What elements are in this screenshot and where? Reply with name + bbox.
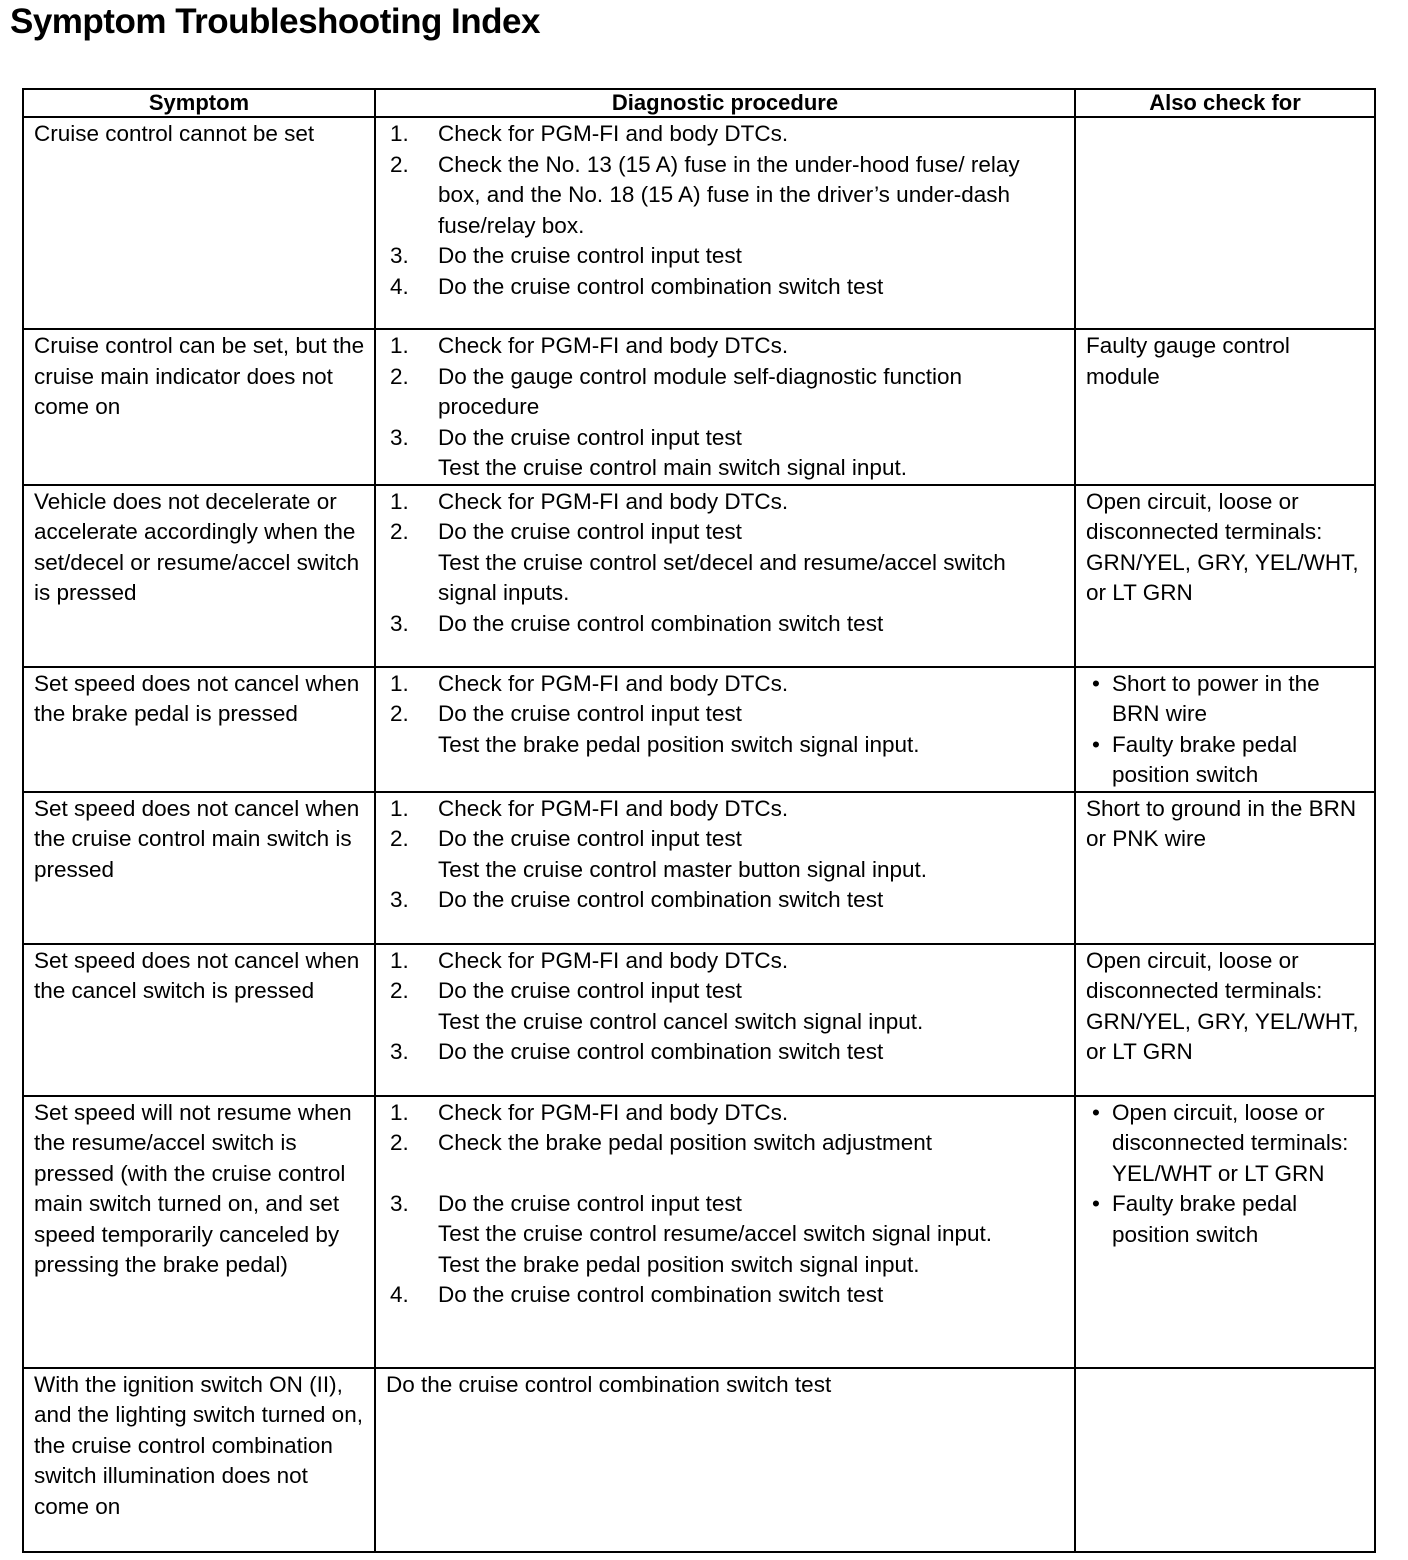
procedure-steps (386, 794, 1066, 916)
also-check-cell (1075, 1096, 1375, 1368)
step-text: Check the No. 13 (15 A) fuse in the under-hood fuse/ relay box, and the No. 18 (15 A) fuse in the driver’s under-dash fuse/relay box. (438, 151, 1020, 238)
procedure-cell (375, 792, 1075, 944)
procedure-step (386, 609, 1066, 640)
procedure-step (386, 150, 1066, 242)
procedure-step (386, 1280, 1066, 1311)
page-title: Symptom Troubleshooting Index (10, 2, 540, 41)
step-text: Check for PGM-FI and body DTCs. (438, 1099, 789, 1125)
step-number: 1. (390, 947, 409, 973)
also-check-item (1086, 1098, 1366, 1190)
procedure-step (386, 946, 1066, 977)
table-row (23, 485, 1375, 667)
step-text: Do the cruise control input test (438, 826, 742, 851)
procedure-step (386, 1189, 1066, 1281)
procedure-cell (375, 1368, 1075, 1552)
step-text: Do the cruise control combination switch test (438, 1282, 884, 1307)
step-text: Check for PGM-FI and body DTCs. (438, 670, 789, 696)
procedure-steps (386, 1098, 1066, 1311)
header-symptom: Symptom (23, 89, 375, 117)
also-check-cell (1075, 1368, 1375, 1552)
procedure-step (386, 487, 1066, 518)
table-row (23, 1096, 1375, 1368)
symptom-index-table (22, 88, 1376, 1553)
also-check-cell (1075, 117, 1375, 329)
step-text-group (438, 423, 1066, 484)
procedure-steps (386, 119, 1066, 302)
step-text: Do the gauge control module self-diagnostic function procedure (438, 363, 963, 419)
step-subtext: Test the cruise control resume/accel switch signal input. (438, 1221, 992, 1246)
procedure-text: Do the cruise control combination switch test (386, 1371, 832, 1397)
step-number: 3. (390, 887, 409, 912)
step-text: Do the cruise control input test (438, 519, 742, 544)
also-check-list (1086, 669, 1366, 791)
also-check-text: Short to power in the BRN wire (1112, 670, 1320, 726)
step-text: Do the cruise control input test (438, 243, 742, 268)
step-subtext: Test the cruise control cancel switch signal input. (438, 1008, 924, 1034)
step-number: 2. (390, 978, 409, 1003)
step-text: Check for PGM-FI and body DTCs. (438, 488, 789, 514)
procedure-step (386, 976, 1066, 1037)
bullet-mark: • (1092, 670, 1100, 696)
procedure-cell (375, 117, 1075, 329)
bullet-mark: • (1092, 731, 1100, 757)
step-number: 1. (390, 1099, 409, 1125)
step-number: 3. (390, 610, 409, 636)
step-number: 2. (390, 1130, 409, 1155)
also-check-item (1086, 1189, 1366, 1250)
procedure-cell (375, 1096, 1075, 1368)
also-check-text: Faulty brake pedal position switch (1112, 1191, 1298, 1247)
also-check-cell: Faulty gauge control module (1075, 329, 1375, 485)
procedure-step (386, 699, 1066, 760)
step-subtext: Test the cruise control master button signal input. (438, 856, 928, 882)
procedure-step (386, 1128, 1066, 1159)
step-text: Check for PGM-FI and body DTCs. (438, 333, 789, 358)
step-subtext: Test the brake pedal position switch signal input. (438, 1251, 920, 1277)
step-text: Do the cruise control combination switch test (438, 1039, 884, 1064)
also-check-cell: Open circuit, loose or disconnected terminals: GRN/YEL, GRY, YEL/WHT, or LT GRN (1075, 944, 1375, 1096)
header-diagnostic-procedure: Diagnostic procedure (375, 89, 1075, 117)
step-text: Do the cruise control combination switch test (438, 887, 884, 912)
step-number: 3. (390, 1039, 409, 1064)
also-check-text: Faulty brake pedal position switch (1112, 731, 1298, 787)
step-number: 3. (390, 243, 409, 268)
procedure-step (386, 794, 1066, 825)
procedure-steps (386, 331, 1066, 484)
step-number: 1. (390, 670, 409, 696)
procedure-steps (386, 669, 1066, 761)
symptom-cell: Set speed does not cancel when the cruise control main switch is pressed (23, 792, 375, 944)
table-row (23, 117, 1375, 329)
step-text: Do the cruise control input test (438, 978, 742, 1003)
step-text: Do the cruise control input test (438, 424, 742, 450)
procedure-step (386, 331, 1066, 362)
step-number: 3. (390, 424, 409, 450)
step-text: Check for PGM-FI and body DTCs. (438, 795, 789, 821)
symptom-cell: Set speed does not cancel when the brake pedal is pressed (23, 667, 375, 792)
table-row (23, 792, 1375, 944)
step-number: 1. (390, 795, 409, 821)
step-text-group (438, 699, 1066, 760)
header-also-check-for: Also check for (1075, 89, 1375, 117)
table-row (23, 1368, 1375, 1552)
procedure-cell (375, 944, 1075, 1096)
also-check-cell: Short to ground in the BRN or PNK wire (1075, 792, 1375, 944)
step-number: 4. (390, 1282, 409, 1307)
step-spacer (386, 1159, 1066, 1189)
step-text: Check the brake pedal position switch adjustment (438, 1130, 933, 1155)
procedure-step (386, 362, 1066, 423)
step-text: Do the cruise control input test (438, 1190, 742, 1216)
also-check-list (1086, 1098, 1366, 1251)
table-row (23, 667, 1375, 792)
step-text: Do the cruise control input test (438, 701, 742, 726)
header-row (23, 89, 1375, 117)
procedure-step (386, 824, 1066, 885)
symptom-cell: Vehicle does not decelerate or accelerate accordingly when the set/decel or resume/accel switch is pressed (23, 485, 375, 667)
procedure-step (386, 119, 1066, 150)
step-number: 4. (390, 273, 409, 299)
procedure-step (386, 1098, 1066, 1129)
bullet-mark: • (1092, 1191, 1100, 1216)
also-check-cell (1075, 667, 1375, 792)
procedure-step (386, 272, 1066, 303)
step-number: 2. (390, 701, 409, 726)
step-number: 2. (390, 826, 409, 851)
also-check-item (1086, 669, 1366, 730)
step-number: 1. (390, 121, 409, 146)
step-text-group (438, 976, 1066, 1037)
procedure-step (386, 885, 1066, 916)
procedure-step (386, 1037, 1066, 1068)
bullet-mark: • (1092, 1099, 1100, 1125)
step-number: 1. (390, 488, 409, 514)
step-text: Do the cruise control combination switch test (438, 273, 884, 299)
step-subtext: Test the cruise control main switch signal input. (438, 455, 907, 480)
step-text: Check for PGM-FI and body DTCs. (438, 947, 789, 973)
step-number: 2. (390, 363, 409, 389)
symptom-cell: Cruise control can be set, but the cruise main indicator does not come on (23, 329, 375, 485)
step-text: Check for PGM-FI and body DTCs. (438, 121, 789, 146)
step-number: 2. (390, 151, 409, 177)
step-subtext: Test the brake pedal position switch signal input. (438, 731, 920, 757)
step-text: Do the cruise control combination switch test (438, 610, 884, 636)
also-check-text: Open circuit, loose or disconnected terminals: YEL/WHT or LT GRN (1112, 1099, 1349, 1186)
step-number: 1. (390, 333, 409, 358)
step-text-group (438, 517, 1066, 609)
also-check-cell: Open circuit, loose or disconnected terminals: GRN/YEL, GRY, YEL/WHT, or LT GRN (1075, 485, 1375, 667)
table-row (23, 944, 1375, 1096)
procedure-steps (386, 487, 1066, 640)
symptom-cell: Set speed does not cancel when the cancel switch is pressed (23, 944, 375, 1096)
procedure-steps (386, 946, 1066, 1068)
step-subtext: Test the cruise control set/decel and resume/accel switch signal inputs. (438, 549, 1006, 605)
procedure-step (386, 241, 1066, 272)
symptom-cell: With the ignition switch ON (II), and the lighting switch turned on, the cruise control combination switch illumination does not come on (23, 1368, 375, 1552)
procedure-cell (375, 329, 1075, 485)
procedure-cell (375, 485, 1075, 667)
procedure-cell (375, 667, 1075, 792)
step-number: 2. (390, 519, 409, 544)
procedure-step (386, 423, 1066, 484)
step-text-group (438, 1189, 1066, 1281)
procedure-step (386, 517, 1066, 609)
symptom-cell: Set speed will not resume when the resume/accel switch is pressed (with the cruise control main switch turned on, and set speed temporarily canceled by pressing the brake pedal) (23, 1096, 375, 1368)
step-number: 3. (390, 1190, 409, 1216)
symptom-cell: Cruise control cannot be set (23, 117, 375, 329)
also-check-item (1086, 730, 1366, 791)
procedure-step (386, 669, 1066, 700)
table-row (23, 329, 1375, 485)
step-text-group (438, 824, 1066, 885)
